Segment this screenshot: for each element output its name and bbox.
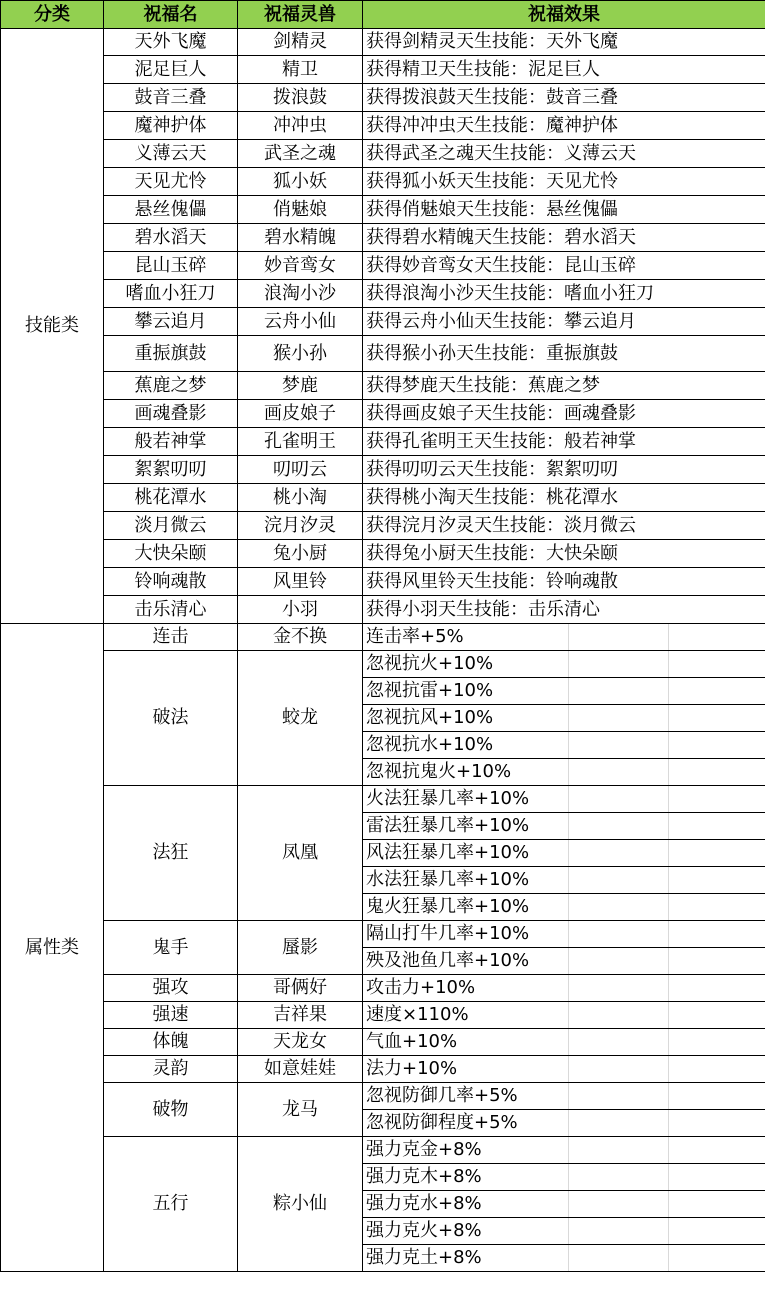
gridline bbox=[668, 624, 669, 650]
blessing-name-cell: 义薄云天 bbox=[104, 140, 238, 168]
effect-cell bbox=[363, 624, 765, 651]
blessing-name-cell: 重振旗鼓 bbox=[104, 336, 238, 372]
effect-cell: 获得兔小厨天生技能：大快朵颐 bbox=[363, 540, 765, 568]
table-row bbox=[1, 512, 765, 540]
effect-text: 速度×110% bbox=[366, 1004, 469, 1025]
header-blessing-beast: 祝福灵兽 bbox=[238, 1, 363, 29]
beast-cell: 武圣之魂 bbox=[238, 140, 363, 168]
effect-cell bbox=[363, 867, 765, 894]
gridline bbox=[568, 1218, 569, 1244]
gridline bbox=[568, 1137, 569, 1163]
gridline bbox=[568, 759, 569, 785]
effect-text: 忽视防御几率+5% bbox=[366, 1085, 518, 1106]
blessing-name-cell: 絮絮叨叨 bbox=[104, 456, 238, 484]
table-row bbox=[1, 29, 765, 56]
table-row bbox=[1, 252, 765, 280]
effect-cell bbox=[363, 1083, 765, 1110]
gridline bbox=[668, 786, 669, 812]
header-blessing-name: 祝福名 bbox=[104, 1, 238, 29]
category-cell: 技能类 bbox=[1, 29, 104, 624]
effect-cell: 获得孔雀明王天生技能：般若神掌 bbox=[363, 428, 765, 456]
gridline bbox=[668, 975, 669, 1001]
table-row bbox=[1, 56, 765, 84]
effect-text: 忽视抗水+10% bbox=[366, 734, 494, 755]
effect-text: 鬼火狂暴几率+10% bbox=[366, 896, 530, 917]
effect-cell: 获得浪淘小沙天生技能：嗜血小狂刀 bbox=[363, 280, 765, 308]
effect-cell: 获得精卫天生技能：泥足巨人 bbox=[363, 56, 765, 84]
blessing-name-cell: 蕉鹿之梦 bbox=[104, 372, 238, 400]
blessing-name-cell: 悬丝傀儡 bbox=[104, 196, 238, 224]
table-row bbox=[1, 280, 765, 308]
effect-text: 气血+10% bbox=[366, 1031, 458, 1052]
effect-cell: 获得桃小淘天生技能：桃花潭水 bbox=[363, 484, 765, 512]
gridline bbox=[668, 1083, 669, 1109]
effect-cell bbox=[363, 1056, 765, 1083]
beast-cell: 叨叨云 bbox=[238, 456, 363, 484]
beast-cell: 吉祥果 bbox=[238, 1002, 363, 1029]
beast-cell: 浪淘小沙 bbox=[238, 280, 363, 308]
gridline bbox=[568, 1083, 569, 1109]
beast-cell: 冲冲虫 bbox=[238, 112, 363, 140]
gridline bbox=[668, 1002, 669, 1028]
table-row bbox=[1, 336, 765, 372]
blessing-name-cell: 天外飞魔 bbox=[104, 29, 238, 56]
effect-text: 忽视抗鬼火+10% bbox=[366, 761, 512, 782]
gridline bbox=[668, 867, 669, 893]
beast-cell: 俏魅娘 bbox=[238, 196, 363, 224]
gridline bbox=[568, 840, 569, 866]
blessing-name-cell: 画魂叠影 bbox=[104, 400, 238, 428]
effect-cell bbox=[363, 975, 765, 1002]
beast-cell: 狐小妖 bbox=[238, 168, 363, 196]
gridline bbox=[668, 1164, 669, 1190]
table-row bbox=[1, 400, 765, 428]
blessing-name-cell: 碧水滔天 bbox=[104, 224, 238, 252]
beast-cell: 浣月汐灵 bbox=[238, 512, 363, 540]
beast-cell: 碧水精魄 bbox=[238, 224, 363, 252]
table-body bbox=[1, 29, 765, 1272]
gridline bbox=[668, 1110, 669, 1136]
gridline bbox=[668, 678, 669, 704]
beast-cell: 如意娃娃 bbox=[238, 1056, 363, 1083]
beast-cell: 桃小淘 bbox=[238, 484, 363, 512]
gridline bbox=[568, 786, 569, 812]
gridline bbox=[668, 1245, 669, 1271]
effect-cell: 获得画皮娘子天生技能：画魂叠影 bbox=[363, 400, 765, 428]
blessing-name-cell: 天见尤怜 bbox=[104, 168, 238, 196]
effect-cell bbox=[363, 678, 765, 705]
beast-cell: 蛟龙 bbox=[238, 651, 363, 786]
beast-cell: 云舟小仙 bbox=[238, 308, 363, 336]
gridline bbox=[668, 705, 669, 731]
effect-text: 忽视抗火+10% bbox=[366, 653, 494, 674]
table-row bbox=[1, 196, 765, 224]
gridline bbox=[568, 1164, 569, 1190]
effect-text: 水法狂暴几率+10% bbox=[366, 869, 530, 890]
effect-text: 强力克金+8% bbox=[366, 1139, 482, 1160]
effect-text: 法力+10% bbox=[366, 1058, 458, 1079]
blessing-name-cell: 淡月微云 bbox=[104, 512, 238, 540]
gridline bbox=[568, 975, 569, 1001]
effect-cell bbox=[363, 1218, 765, 1245]
table-row bbox=[1, 921, 765, 948]
table-row bbox=[1, 112, 765, 140]
effect-cell: 获得叨叨云天生技能：絮絮叨叨 bbox=[363, 456, 765, 484]
effect-cell: 获得风里铃天生技能：铃响魂散 bbox=[363, 568, 765, 596]
beast-cell: 龙马 bbox=[238, 1083, 363, 1137]
blessing-name-cell: 铃响魂散 bbox=[104, 568, 238, 596]
beast-cell: 妙音鸾女 bbox=[238, 252, 363, 280]
effect-text: 连击率+5% bbox=[366, 626, 464, 647]
effect-cell: 获得妙音鸾女天生技能：昆山玉碎 bbox=[363, 252, 765, 280]
effect-cell bbox=[363, 1002, 765, 1029]
effect-cell: 获得狐小妖天生技能：天见尤怜 bbox=[363, 168, 765, 196]
beast-cell: 金不换 bbox=[238, 624, 363, 651]
beast-cell: 凤凰 bbox=[238, 786, 363, 921]
beast-cell: 小羽 bbox=[238, 596, 363, 624]
beast-cell: 风里铃 bbox=[238, 568, 363, 596]
blessing-name-cell: 鼓音三叠 bbox=[104, 84, 238, 112]
beast-cell: 天龙女 bbox=[238, 1029, 363, 1056]
gridline bbox=[568, 1002, 569, 1028]
table-row bbox=[1, 308, 765, 336]
blessing-name-cell: 鬼手 bbox=[104, 921, 238, 975]
gridline bbox=[668, 840, 669, 866]
blessing-name-cell: 般若神掌 bbox=[104, 428, 238, 456]
effect-cell: 获得拨浪鼓天生技能：鼓音三叠 bbox=[363, 84, 765, 112]
header-category: 分类 bbox=[1, 1, 104, 29]
gridline bbox=[568, 1110, 569, 1136]
gridline bbox=[568, 867, 569, 893]
table-row bbox=[1, 484, 765, 512]
gridline bbox=[568, 678, 569, 704]
blessing-name-cell: 破物 bbox=[104, 1083, 238, 1137]
gridline bbox=[668, 1191, 669, 1217]
gridline bbox=[568, 921, 569, 947]
table-row bbox=[1, 786, 765, 813]
effect-cell bbox=[363, 759, 765, 786]
blessing-name-cell: 破法 bbox=[104, 651, 238, 786]
beast-cell: 蜃影 bbox=[238, 921, 363, 975]
blessing-name-cell: 法狂 bbox=[104, 786, 238, 921]
gridline bbox=[668, 732, 669, 758]
category-cell: 属性类 bbox=[1, 624, 104, 1272]
gridline bbox=[668, 948, 669, 974]
table-row bbox=[1, 456, 765, 484]
table-row bbox=[1, 540, 765, 568]
blessing-name-cell: 攀云追月 bbox=[104, 308, 238, 336]
effect-cell: 获得浣月汐灵天生技能：淡月微云 bbox=[363, 512, 765, 540]
table-row bbox=[1, 568, 765, 596]
gridline bbox=[568, 1029, 569, 1055]
table-row bbox=[1, 596, 765, 624]
beast-cell: 兔小厨 bbox=[238, 540, 363, 568]
effect-cell bbox=[363, 1245, 765, 1272]
table-row bbox=[1, 84, 765, 112]
effect-cell: 获得冲冲虫天生技能：魔神护体 bbox=[363, 112, 765, 140]
beast-cell: 画皮娘子 bbox=[238, 400, 363, 428]
table-row bbox=[1, 1002, 765, 1029]
blessing-name-cell: 魔神护体 bbox=[104, 112, 238, 140]
beast-cell: 孔雀明王 bbox=[238, 428, 363, 456]
gridline bbox=[668, 1218, 669, 1244]
gridline bbox=[568, 894, 569, 920]
effect-cell: 获得碧水精魄天生技能：碧水滔天 bbox=[363, 224, 765, 252]
effect-text: 强力克土+8% bbox=[366, 1247, 482, 1268]
effect-cell: 获得俏魅娘天生技能：悬丝傀儡 bbox=[363, 196, 765, 224]
gridline bbox=[568, 1056, 569, 1082]
effect-text: 风法狂暴几率+10% bbox=[366, 842, 530, 863]
table-row bbox=[1, 428, 765, 456]
effect-text: 殃及池鱼几率+10% bbox=[366, 950, 530, 971]
blessing-name-cell: 连击 bbox=[104, 624, 238, 651]
effect-text: 攻击力+10% bbox=[366, 977, 476, 998]
beast-cell: 梦鹿 bbox=[238, 372, 363, 400]
header-blessing-effect: 祝福效果 bbox=[363, 1, 765, 29]
table-row bbox=[1, 651, 765, 678]
gridline bbox=[668, 894, 669, 920]
blessing-name-cell: 强攻 bbox=[104, 975, 238, 1002]
effect-text: 强力克木+8% bbox=[366, 1166, 482, 1187]
beast-cell: 剑精灵 bbox=[238, 29, 363, 56]
effect-cell bbox=[363, 921, 765, 948]
gridline bbox=[668, 1056, 669, 1082]
table-row bbox=[1, 1137, 765, 1164]
table-row bbox=[1, 168, 765, 196]
effect-cell bbox=[363, 705, 765, 732]
blessing-name-cell: 昆山玉碎 bbox=[104, 252, 238, 280]
table-row bbox=[1, 1056, 765, 1083]
beast-cell: 猴小孙 bbox=[238, 336, 363, 372]
blessing-name-cell: 嗜血小狂刀 bbox=[104, 280, 238, 308]
effect-text: 忽视抗雷+10% bbox=[366, 680, 494, 701]
gridline bbox=[568, 624, 569, 650]
gridline bbox=[568, 732, 569, 758]
effect-text: 强力克火+8% bbox=[366, 1220, 482, 1241]
blessing-name-cell: 五行 bbox=[104, 1137, 238, 1272]
gridline bbox=[568, 948, 569, 974]
effect-cell bbox=[363, 651, 765, 678]
effect-cell bbox=[363, 840, 765, 867]
blessing-name-cell: 灵韵 bbox=[104, 1056, 238, 1083]
effect-text: 忽视抗风+10% bbox=[366, 707, 494, 728]
effect-cell bbox=[363, 732, 765, 759]
effect-cell: 获得剑精灵天生技能：天外飞魔 bbox=[363, 29, 765, 56]
effect-cell bbox=[363, 894, 765, 921]
effect-cell bbox=[363, 1164, 765, 1191]
table-row bbox=[1, 372, 765, 400]
gridline bbox=[668, 921, 669, 947]
effect-cell bbox=[363, 1110, 765, 1137]
table-row bbox=[1, 1029, 765, 1056]
effect-cell bbox=[363, 786, 765, 813]
gridline bbox=[668, 759, 669, 785]
effect-cell: 获得小羽天生技能：击乐清心 bbox=[363, 596, 765, 624]
gridline bbox=[568, 813, 569, 839]
beast-cell: 精卫 bbox=[238, 56, 363, 84]
header-row bbox=[1, 1, 765, 29]
table-row bbox=[1, 224, 765, 252]
beast-cell: 哥俩好 bbox=[238, 975, 363, 1002]
gridline bbox=[568, 705, 569, 731]
effect-text: 火法狂暴几率+10% bbox=[366, 788, 530, 809]
blessing-name-cell: 击乐清心 bbox=[104, 596, 238, 624]
effect-cell: 获得猴小孙天生技能：重振旗鼓 bbox=[363, 336, 765, 372]
effect-text: 强力克水+8% bbox=[366, 1193, 482, 1214]
table-row bbox=[1, 624, 765, 651]
effect-cell bbox=[363, 1029, 765, 1056]
blessing-name-cell: 强速 bbox=[104, 1002, 238, 1029]
blessing-name-cell: 体魄 bbox=[104, 1029, 238, 1056]
table-row bbox=[1, 140, 765, 168]
effect-cell bbox=[363, 1137, 765, 1164]
blessing-name-cell: 泥足巨人 bbox=[104, 56, 238, 84]
beast-cell: 拨浪鼓 bbox=[238, 84, 363, 112]
gridline bbox=[668, 651, 669, 677]
blessing-name-cell: 桃花潭水 bbox=[104, 484, 238, 512]
effect-cell: 获得云舟小仙天生技能：攀云追月 bbox=[363, 308, 765, 336]
effect-cell: 获得武圣之魂天生技能：义薄云天 bbox=[363, 140, 765, 168]
gridline bbox=[668, 1029, 669, 1055]
effect-cell bbox=[363, 813, 765, 840]
beast-cell: 粽小仙 bbox=[238, 1137, 363, 1272]
gridline bbox=[568, 651, 569, 677]
blessing-name-cell: 大快朵颐 bbox=[104, 540, 238, 568]
gridline bbox=[568, 1191, 569, 1217]
effect-text: 雷法狂暴几率+10% bbox=[366, 815, 530, 836]
gridline bbox=[668, 1137, 669, 1163]
table-row bbox=[1, 975, 765, 1002]
effect-text: 隔山打牛几率+10% bbox=[366, 923, 530, 944]
effect-text: 忽视防御程度+5% bbox=[366, 1112, 518, 1133]
effect-cell bbox=[363, 948, 765, 975]
effect-cell bbox=[363, 1191, 765, 1218]
gridline bbox=[668, 813, 669, 839]
effect-cell: 获得梦鹿天生技能：蕉鹿之梦 bbox=[363, 372, 765, 400]
table-row bbox=[1, 1083, 765, 1110]
gridline bbox=[568, 1245, 569, 1271]
